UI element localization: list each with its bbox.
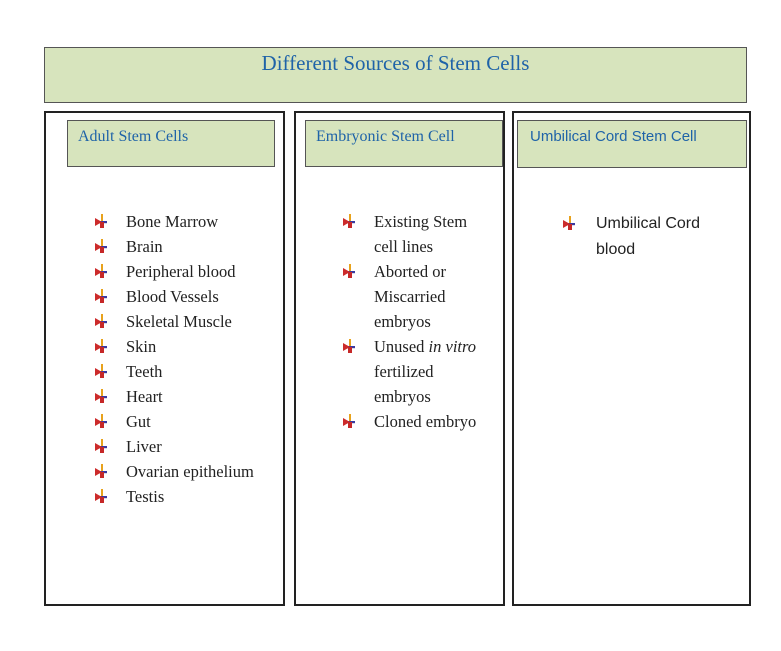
list-item: Bone Marrow bbox=[94, 209, 274, 234]
list-item: Existing Stem cell lines bbox=[342, 209, 492, 259]
source-list bbox=[560, 211, 735, 263]
arrow-bullet-icon bbox=[94, 388, 110, 404]
arrow-bullet-icon bbox=[94, 363, 110, 379]
source-list bbox=[342, 209, 492, 434]
list-item: Brain bbox=[94, 234, 274, 259]
list-item: Umbilical Cord blood bbox=[560, 211, 735, 263]
arrow-bullet-icon bbox=[94, 288, 110, 304]
arrow-bullet-icon bbox=[94, 338, 110, 354]
arrow-bullet-icon bbox=[94, 488, 110, 504]
list-item: Liver bbox=[94, 434, 274, 459]
list-item: Testis bbox=[94, 484, 274, 509]
arrow-bullet-icon bbox=[94, 313, 110, 329]
embryonic-stem-cell-column bbox=[294, 111, 505, 606]
list-item: Skeletal Muscle bbox=[94, 309, 274, 334]
arrow-bullet-icon bbox=[342, 338, 358, 354]
column-heading: Adult Stem Cells bbox=[67, 120, 275, 167]
list-item: Peripheral blood bbox=[94, 259, 274, 284]
list-item: Skin bbox=[94, 334, 274, 359]
column-heading: Embryonic Stem Cell bbox=[305, 120, 503, 167]
list-item: Teeth bbox=[94, 359, 274, 384]
arrow-bullet-icon bbox=[342, 213, 358, 229]
arrow-bullet-icon bbox=[94, 263, 110, 279]
arrow-bullet-icon bbox=[94, 463, 110, 479]
column-heading: Umbilical Cord Stem Cell bbox=[517, 120, 747, 168]
arrow-bullet-icon bbox=[342, 263, 358, 279]
list-item: Gut bbox=[94, 409, 274, 434]
list-item: Blood Vessels bbox=[94, 284, 274, 309]
arrow-bullet-icon bbox=[94, 213, 110, 229]
umbilical-cord-stem-cell-column bbox=[512, 111, 751, 606]
adult-stem-cells-column bbox=[44, 111, 285, 606]
source-list bbox=[94, 209, 274, 509]
diagram-title: Different Sources of Stem Cells bbox=[44, 47, 747, 103]
list-item: Ovarian epithelium bbox=[94, 459, 274, 484]
list-item: Unused in vitro fertilized embryos bbox=[342, 334, 492, 409]
arrow-bullet-icon bbox=[342, 413, 358, 429]
arrow-bullet-icon bbox=[94, 438, 110, 454]
arrow-bullet-icon bbox=[94, 238, 110, 254]
arrow-bullet-icon bbox=[562, 215, 578, 231]
list-item: Heart bbox=[94, 384, 274, 409]
arrow-bullet-icon bbox=[94, 413, 110, 429]
list-item: Aborted or Miscarried embryos bbox=[342, 259, 492, 334]
list-item: Cloned embryo bbox=[342, 409, 492, 434]
